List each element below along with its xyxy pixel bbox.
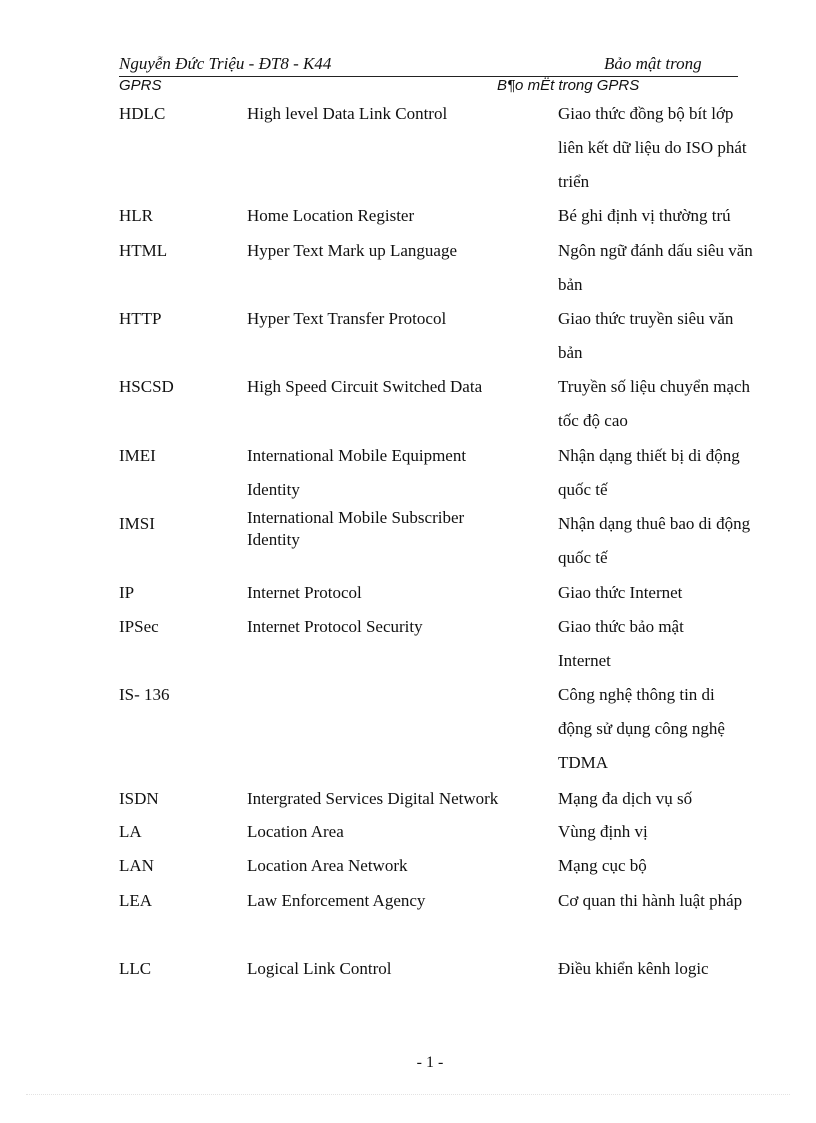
abbreviation: LAN <box>119 856 154 875</box>
meaning: Mạng cục bộ <box>558 856 647 875</box>
meaning: Bé ghi định vị thường trú <box>558 206 731 225</box>
page-bottom-divider <box>26 1094 790 1095</box>
full-term: International Mobile Equipment Identity <box>247 446 467 499</box>
full-term: Home Location Register <box>247 206 415 225</box>
full-term: Location Area Network <box>247 856 408 875</box>
meaning: Ngôn ngữ đánh dấu siêu văn bản <box>558 241 753 294</box>
meaning: Nhận dạng thuê bao di động quốc tế <box>558 514 751 567</box>
meaning: Cơ quan thi hành luật pháp <box>558 891 743 910</box>
full-term: Law Enforcement Agency <box>247 891 426 910</box>
meaning: Vùng định vị <box>558 822 648 841</box>
abbreviation: HDLC <box>119 104 166 123</box>
abbreviation: HTTP <box>119 309 162 328</box>
abbreviation: IMEI <box>119 446 156 465</box>
meaning: Giao thức đồng bộ bít lớp liên kết dữ liệu do ISO phát triển <box>558 104 747 191</box>
abbreviation: HLR <box>119 206 153 225</box>
abbreviation: IMSI <box>119 514 155 533</box>
meaning: Điều khiển kênh logic <box>558 959 709 978</box>
meaning: Giao thức truyền siêu văn bản <box>558 309 734 362</box>
header-author: Nguyễn Đức Triệu - ĐT8 - K44 <box>119 54 332 73</box>
full-term: Intergrated Services Digital Network <box>247 789 499 808</box>
header-sub-left: GPRS <box>119 77 162 94</box>
full-term: Logical Link Control <box>247 959 392 978</box>
meaning: Giao thức bảo mật Internet <box>558 617 684 670</box>
full-term: International Mobile Subscriber Identity <box>247 508 465 549</box>
full-term: Location Area <box>247 822 344 841</box>
full-term: Internet Protocol <box>247 583 362 602</box>
abbreviation: LEA <box>119 891 153 910</box>
full-term: Hyper Text Transfer Protocol <box>247 309 447 328</box>
abbreviation: IS- 136 <box>119 685 170 704</box>
full-term: High level Data Link Control <box>247 104 448 123</box>
abbreviation: IPSec <box>119 617 159 636</box>
meaning: Nhận dạng thiết bị di động quốc tế <box>558 446 740 499</box>
meaning: Giao thức Internet <box>558 583 683 602</box>
abbreviation: HSCSD <box>119 377 174 396</box>
page-number: - 1 - <box>416 1054 444 1071</box>
abbreviation: ISDN <box>119 789 159 808</box>
meaning: Truyền số liệu chuyển mạch tốc độ cao <box>558 377 751 430</box>
meaning: Mạng đa dịch vụ số <box>558 789 693 808</box>
meaning: Công nghệ thông tin di động sử dụng công nghệ TDMA <box>558 685 725 772</box>
abbreviation: LLC <box>119 959 152 978</box>
header-sub-right: B¶o mËt trong GPRS <box>497 77 640 94</box>
abbreviation: HTML <box>119 241 168 260</box>
header-title: Bảo mật trong <box>604 54 702 73</box>
abbreviation: LA <box>119 822 142 841</box>
full-term: Hyper Text Mark up Language <box>247 241 457 260</box>
abbreviation: IP <box>119 583 135 602</box>
full-term: High Speed Circuit Switched Data <box>247 377 483 396</box>
full-term: Internet Protocol Security <box>247 617 423 636</box>
